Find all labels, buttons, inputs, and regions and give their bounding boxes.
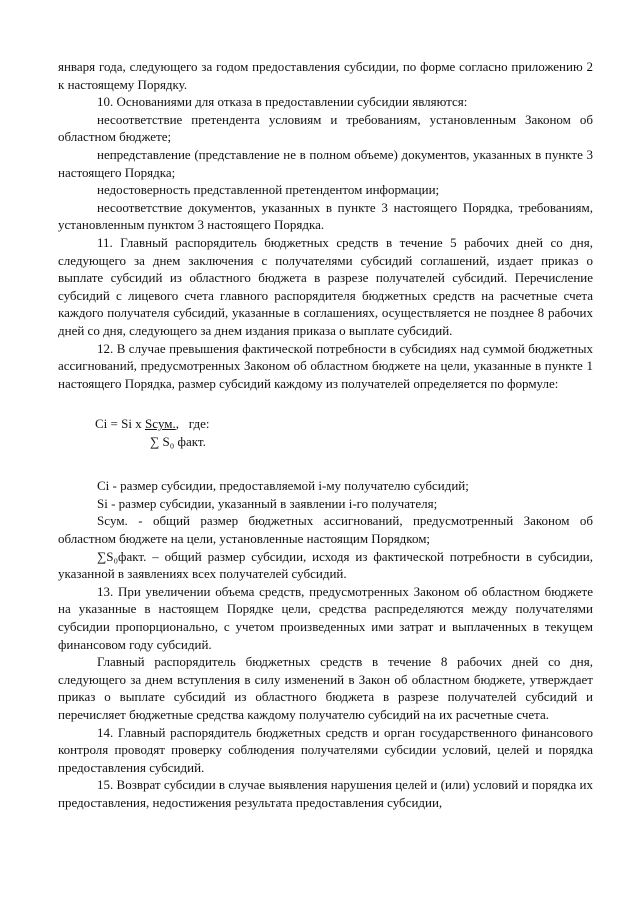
definition: Scум. - общий размер бюджетных ассигнований, предусмотренный Законом об областном бюджете на цели, установленные настоящим Порядком; — [58, 513, 593, 547]
paragraph: января года, следующего за годом предоставления субсидии, по форме согласно приложению 2 к настоящему Порядку. — [58, 59, 593, 92]
paragraph: 15. Возврат субсидии в случае выявления нарушения целей и (или) условий и порядка их предоставления, недостижения результата предоставления субсидии, — [58, 777, 593, 810]
paragraph: 12. В случае превышения фактической потребности в субсидиях над суммой бюджетных ассигнований, предусмотренных Законом об областном бюджете на цели, указанные в пункте 1 настоящего Порядка, размер субсидий каждому из получателей определяется по формуле: — [58, 340, 593, 391]
paragraph: 14. Главный распорядитель бюджетных средств и орган государственного финансового контроля проводят проверку соблюдения получателями субсидии условий, целей и порядка предоставления субсидий. — [58, 724, 593, 775]
paragraph: несоответствие документов, указанных в пункте 3 настоящего Порядка, требованиям, установленным пунктом 3 настоящего Порядка. — [58, 199, 593, 233]
document-page — [58, 58, 593, 812]
paragraph: непредставление (представление не в полном объеме) документов, указанных в пункте 3 настоящего Порядка; — [58, 146, 593, 180]
paragraph: 10. Основаниями для отказа в предоставлении субсидии являются: — [97, 94, 468, 110]
formula-denominator: ∑ S₀ факт. — [150, 434, 206, 450]
definition: Ci - размер субсидии, предоставляемой i-му получателю субсидий; — [97, 478, 469, 494]
paragraph: несоответствие претендента условиям и требованиям, установленным Законом об областном бюджете; — [58, 111, 593, 145]
formula-numerator: Scум. — [144, 416, 176, 432]
definition: ∑S₀факт. – общий размер субсидии, исходя из фактической потребности в субсидии, указанной в заявлениях всех получателей субсидий. — [58, 548, 593, 582]
definition: Si - размер субсидии, указанный в заявлении i-го получателя; — [97, 495, 438, 511]
paragraph: недостоверность представленной претендентом информации; — [97, 182, 440, 198]
formula-line — [95, 415, 209, 433]
formula-prefix: Ci = Si x — [95, 416, 145, 432]
paragraph: Главный распорядитель бюджетных средств в течение 8 рабочих дней со дня, следующего за днем вступления в силу изменений в Закон об областном бюджете, утверждает приказ о выплате субсидий из областного бюджета в разрезе получателей субсидий и перечисляет бюджетные средства каждому получателю субсидий на их расчетные счета. — [58, 654, 593, 722]
paragraph: 11. Главный распорядитель бюджетных средств в течение 5 рабочих дней со дня, следующего за днем заключения с получателями субсидий соглашений, издает приказ о выплате субсидий из областного бюджета в разрезе получателей субсидий. Перечисление субсидий с лицевого счета главного распорядителя бюджетных средств на расчетные счета каждого получателя субсидий, указанные в соглашениях, осуществляется не позднее 8 рабочих дней со дня, следующего за днем издания приказа о выплате субсидий. — [58, 234, 593, 338]
subsidy-formula — [58, 415, 593, 455]
formula-suffix: , где: — [175, 416, 210, 432]
paragraph: 13. При увеличении объема средств, предусмотренных Законом об областном бюджете на указанные в настоящем Порядке цели, средства распределяются между получателями субсидии пропорционально, с учетом произведенных ими затрат и выплаченных в текущем финансовом году субсидий. — [58, 583, 593, 652]
